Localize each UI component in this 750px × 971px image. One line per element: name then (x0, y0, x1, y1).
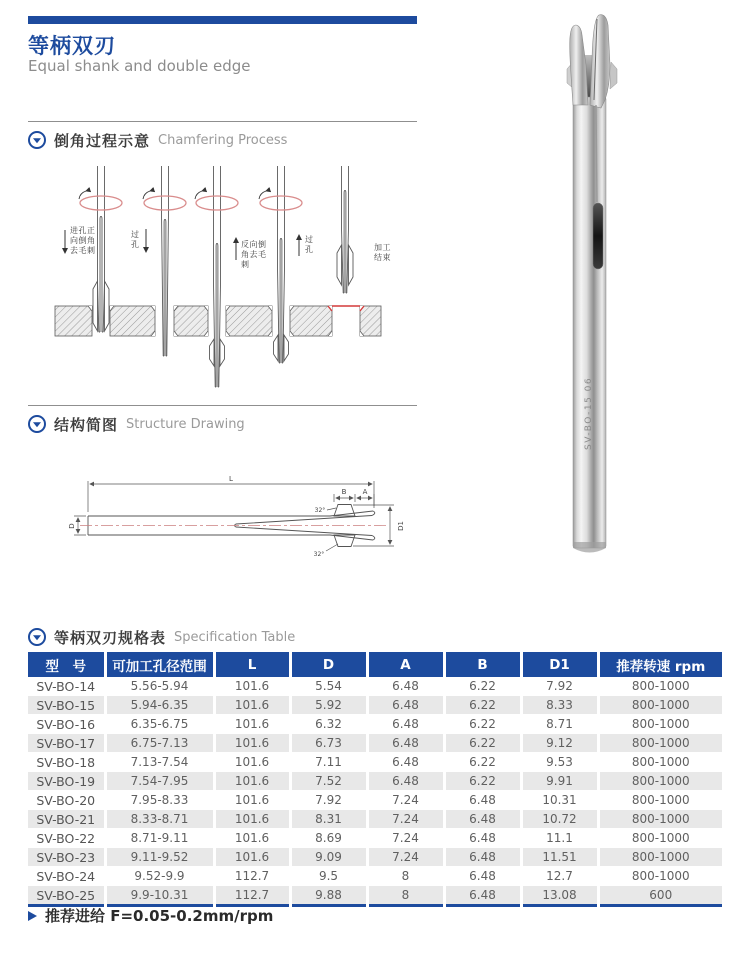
spec-col-header: 型 号 (28, 652, 105, 677)
spec-cell: SV-BO-25 (28, 886, 105, 906)
spec-cell: 800-1000 (598, 810, 722, 829)
spec-col-header: 可加工孔径范围 (105, 652, 214, 677)
spec-cell: 8.33 (521, 696, 598, 715)
spec-cell: 101.6 (214, 810, 290, 829)
spec-cell: 8.71 (521, 715, 598, 734)
finished-chamfer-mark (328, 306, 364, 311)
spec-cell: 7.24 (367, 829, 444, 848)
spec-cell: 8.69 (290, 829, 367, 848)
spec-cell: 6.48 (444, 829, 521, 848)
spec-col-header: B (444, 652, 521, 677)
table-row (28, 696, 722, 715)
spec-cell: 9.9-10.31 (105, 886, 214, 906)
spec-cell: 9.09 (290, 848, 367, 867)
spec-cell: 7.54-7.95 (105, 772, 214, 791)
spec-cell: SV-BO-14 (28, 677, 105, 696)
angle-label-top: 32° (314, 507, 326, 514)
section-title: 结构简图 (54, 415, 119, 434)
spec-cell: 6.22 (444, 734, 521, 753)
spec-cell: 9.88 (290, 886, 367, 906)
section-title-en: Structure Drawing (126, 416, 245, 432)
process-step-label: 反向倒角去毛刺 (241, 240, 267, 269)
spec-cell: SV-BO-22 (28, 829, 105, 848)
section-header-structure (28, 414, 245, 434)
spec-cell: 6.75-7.13 (105, 734, 214, 753)
section-marker-icon (28, 415, 46, 433)
section-header-spec (28, 627, 295, 647)
spec-cell: 9.91 (521, 772, 598, 791)
spec-cell: 101.6 (214, 715, 290, 734)
spec-cell: 600 (598, 886, 722, 906)
spec-cell: 7.13-7.54 (105, 753, 214, 772)
table-row (28, 677, 722, 696)
spec-cell: 10.72 (521, 810, 598, 829)
spec-cell: 101.6 (214, 696, 290, 715)
spec-cell: 101.6 (214, 829, 290, 848)
blade-seam (596, 105, 597, 202)
dim-label-D1: D1 (397, 521, 405, 531)
spec-cell: 7.52 (290, 772, 367, 791)
spec-cell: 5.92 (290, 696, 367, 715)
spec-cell: 800-1000 (598, 772, 722, 791)
spec-cell: 9.53 (521, 753, 598, 772)
spec-cell: 8.31 (290, 810, 367, 829)
spec-cell: 6.48 (444, 848, 521, 867)
spec-cell: 800-1000 (598, 696, 722, 715)
dim-label-L: L (229, 475, 233, 483)
spec-col-header: L (214, 652, 290, 677)
spec-table (28, 652, 722, 907)
process-step-label: 过孔 (131, 230, 140, 249)
spec-table-container (28, 652, 722, 907)
spec-cell: 6.48 (367, 772, 444, 791)
spec-cell: 5.94-6.35 (105, 696, 214, 715)
spec-cell: 6.48 (444, 791, 521, 810)
divider (28, 121, 417, 122)
spec-cell: 6.48 (367, 734, 444, 753)
spec-cell: 6.22 (444, 753, 521, 772)
spec-cell: 6.73 (290, 734, 367, 753)
spec-cell: 800-1000 (598, 715, 722, 734)
spec-cell: SV-BO-24 (28, 867, 105, 886)
section-title-en: Specification Table (174, 629, 296, 645)
page-subtitle: Equal shank and double edge (28, 57, 251, 75)
spec-cell: 6.48 (444, 886, 521, 906)
laser-marking: SV-BO-15 06 (584, 376, 594, 450)
spec-cell: 7.24 (367, 810, 444, 829)
spec-table-body (28, 677, 722, 906)
table-row (28, 772, 722, 791)
spec-cell: SV-BO-16 (28, 715, 105, 734)
spec-cell: 6.48 (367, 696, 444, 715)
tool-step-3 (195, 166, 238, 387)
spec-cell: 800-1000 (598, 753, 722, 772)
spec-cell: 112.7 (214, 867, 290, 886)
section-marker-icon (28, 628, 46, 646)
table-row (28, 810, 722, 829)
feed-note (28, 905, 273, 926)
structure-drawing (50, 458, 450, 573)
process-step-label: 加工结束 (374, 243, 391, 262)
spec-cell: 9.12 (521, 734, 598, 753)
spec-cell: SV-BO-19 (28, 772, 105, 791)
spec-cell: 800-1000 (598, 848, 722, 867)
spec-cell: 6.22 (444, 696, 521, 715)
table-row (28, 734, 722, 753)
spec-cell: 800-1000 (598, 677, 722, 696)
tool-photo (553, 5, 653, 565)
feed-note-text: 推荐进给 F=0.05-0.2mm/rpm (45, 907, 274, 925)
spec-cell: SV-BO-18 (28, 753, 105, 772)
spec-cell: 5.56-5.94 (105, 677, 214, 696)
spec-cell: SV-BO-23 (28, 848, 105, 867)
spec-cell: 800-1000 (598, 791, 722, 810)
spec-cell: 7.24 (367, 848, 444, 867)
spec-cell: SV-BO-20 (28, 791, 105, 810)
section-title: 倒角过程示意 (54, 131, 151, 150)
table-row (28, 753, 722, 772)
tool-step-5 (337, 166, 353, 293)
spec-cell: 6.48 (444, 867, 521, 886)
spec-cell: 9.5 (290, 867, 367, 886)
table-row (28, 715, 722, 734)
table-row (28, 848, 722, 867)
spec-col-header: A (367, 652, 444, 677)
spec-cell: 101.6 (214, 677, 290, 696)
spec-cell: 10.31 (521, 791, 598, 810)
spec-cell: 7.95-8.33 (105, 791, 214, 810)
section-header-process (28, 130, 287, 150)
tool-shank (573, 97, 606, 548)
spec-cell: SV-BO-21 (28, 810, 105, 829)
spec-cell: 9.11-9.52 (105, 848, 214, 867)
spec-cell: 13.08 (521, 886, 598, 906)
spec-cell: 7.92 (521, 677, 598, 696)
triangle-bullet-icon (28, 911, 37, 921)
spec-cell: 112.7 (214, 886, 290, 906)
divider (28, 405, 417, 406)
spec-cell: SV-BO-15 (28, 696, 105, 715)
spec-cell: 8.33-8.71 (105, 810, 214, 829)
table-row (28, 867, 722, 886)
spec-cell: 8 (367, 886, 444, 906)
spec-cell: 6.48 (367, 715, 444, 734)
spec-cell: 8 (367, 867, 444, 886)
chamfering-process-diagram (30, 158, 420, 403)
section-title: 等柄双刃规格表 (54, 628, 167, 647)
spec-cell: 800-1000 (598, 734, 722, 753)
process-diagram-svg (30, 158, 420, 403)
left-prong (570, 25, 588, 105)
right-cutter-bump (610, 62, 617, 89)
spec-cell: 6.35-6.75 (105, 715, 214, 734)
section-title-en: Chamfering Process (158, 132, 288, 148)
spec-col-header: D (290, 652, 367, 677)
table-row (28, 791, 722, 810)
spec-cell: 800-1000 (598, 867, 722, 886)
table-row (28, 829, 722, 848)
spec-cell: 12.7 (521, 867, 598, 886)
spec-cell: 6.48 (367, 677, 444, 696)
spec-cell: 7.11 (290, 753, 367, 772)
dim-label-A: A (362, 488, 368, 496)
structure-drawing-svg (50, 458, 450, 573)
spec-cell: 11.51 (521, 848, 598, 867)
process-step-label: 进孔正向倒角去毛刺 (70, 226, 96, 255)
spec-cell: 101.6 (214, 791, 290, 810)
spec-cell: 11.1 (521, 829, 598, 848)
spec-cell: 800-1000 (598, 829, 722, 848)
table-row (28, 886, 722, 906)
page-title: 等柄双刃 (28, 34, 116, 58)
right-prong (590, 15, 610, 108)
process-step-label: 过孔 (305, 235, 314, 254)
dim-label-B: B (341, 488, 347, 496)
spec-col-header: 推荐转速 rpm (598, 652, 722, 677)
spec-cell: 101.6 (214, 848, 290, 867)
spec-cell: 5.54 (290, 677, 367, 696)
spec-cell: 8.71-9.11 (105, 829, 214, 848)
tool-photo-svg (553, 5, 653, 565)
spec-col-header: D1 (521, 652, 598, 677)
spec-cell: 101.6 (214, 772, 290, 791)
angle-label-bottom: 32° (313, 551, 325, 558)
table-header-row (28, 652, 722, 677)
dim-label-D: D (68, 523, 76, 529)
section-marker-icon (28, 131, 46, 149)
shank-bottom-edge (573, 542, 606, 553)
spec-cell: 7.92 (290, 791, 367, 810)
spec-cell: SV-BO-17 (28, 734, 105, 753)
spec-cell: 6.48 (367, 753, 444, 772)
spec-cell: 6.32 (290, 715, 367, 734)
blade-slot (593, 203, 603, 269)
spec-cell: 7.24 (367, 791, 444, 810)
spec-cell: 101.6 (214, 734, 290, 753)
spec-cell: 6.22 (444, 715, 521, 734)
spec-cell: 101.6 (214, 753, 290, 772)
spec-cell: 6.48 (444, 810, 521, 829)
spec-cell: 6.22 (444, 677, 521, 696)
header-accent-bar (28, 16, 417, 24)
spec-cell: 9.52-9.9 (105, 867, 214, 886)
spec-cell: 6.22 (444, 772, 521, 791)
